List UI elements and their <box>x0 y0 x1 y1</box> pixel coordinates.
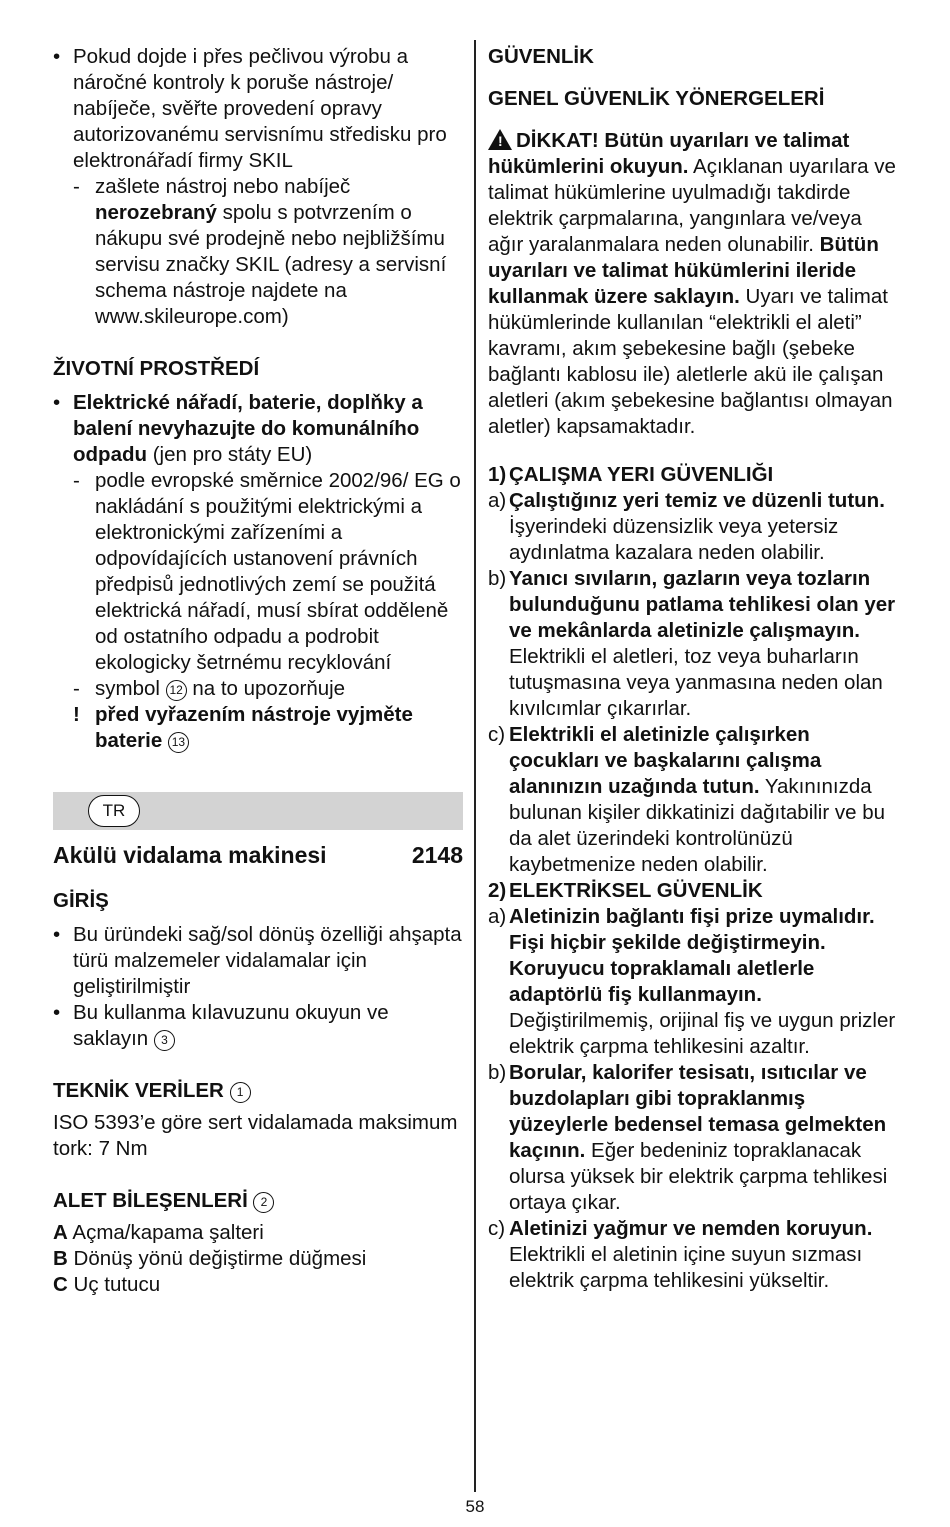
intro-bullet-2: • Bu kullanma kılavuzunu okuyun ve saklayın 3 <box>53 1001 389 1050</box>
right-column <box>488 44 898 1294</box>
warning-triangle-icon: ! <box>488 129 512 150</box>
general-safety-heading: GENEL GÜVENLİK YÖNERGELERİ <box>488 87 825 110</box>
callout-number: 3 <box>154 1030 175 1051</box>
left-column <box>53 44 463 1298</box>
product-name: Akülü vidalama makinesi <box>53 842 327 868</box>
product-code: 2148 <box>411 842 463 868</box>
section-1-heading: 1) ÇALIŞMA YERI GÜVENLIĞI <box>488 463 774 486</box>
part-item: B Dönüş yönü değiştirme düğmesi <box>53 1247 367 1270</box>
product-title <box>53 840 463 870</box>
language-bar <box>53 792 463 830</box>
environment-dash-2: - symbol 12 na to upozorňuje <box>73 677 346 700</box>
service-dash-item: - zašlete nástroj nebo nabíječ nerozebraný spolu s potvrzením o nákupu své prodejně nebo nejbližšímu servisu značky SKIL (adresy a servisní schema nástroje najdete na www.skileurope.com) <box>73 175 447 328</box>
section-2-item-b: b) Borular, kalorifer tesisatı, ısıtıcılar ve buzdolapları gibi topraklanmış yüzeylerle bedensel temasa gelmekten kaçının. Eğer bedeniniz topraklanacak olursa yüksek bir elektrik çarpma tehlikesi ortaya çıkar. <box>488 1061 888 1214</box>
section-1-item-a: a) Çalıştığınız yeri temiz ve düzenli tutun. İşyerindeki düzensizlik veya yetersiz aydınlatma kazalara neden olabilir. <box>488 489 885 564</box>
callout-number: 12 <box>166 680 187 701</box>
safety-heading: GÜVENLİK <box>488 45 594 68</box>
column-divider <box>474 40 476 1492</box>
environment-dash-1: - podle evropské směrnice 2002/96/ EG o nakládání s použitými elektrickými a elektronickými zařízeními a odpovídajících ustanovení právních předpisů jednotlivých zemí se použitá elektrická nářadí, musí sbírat odděleně od ostatního odpadu a podrobit ekologicky šetrnému recyklování <box>73 469 461 674</box>
part-item: A Açma/kapama şalteri <box>53 1221 264 1244</box>
intro-bullet-1: • Bu üründeki sağ/sol dönüş özelliği ahşapta türü malzemeler vidalamalar için geliştirilmiştir <box>53 923 462 998</box>
section-2-item-c: c) Aletinizi yağmur ve nemden koruyun. Elektrikli el aletinin içine suyun sızması elektrik çarpma tehlikesini yükseltir. <box>488 1217 873 1292</box>
callout-number: 1 <box>230 1082 251 1103</box>
language-badge: TR <box>88 795 140 827</box>
page-number: 58 <box>465 1497 485 1516</box>
service-bullet: • Pokud dojde i přes pečlivou výrobu a náročné kontroly k poruše nástroje/ nabíječe, svěřte provedení opravy autorizovanému servisnímu středisku pro elektronářadí firmy SKIL <box>53 45 447 172</box>
callout-number: 13 <box>168 732 189 753</box>
environment-warning: ! před vyřazením nástroje vyjměte baterie 13 <box>73 703 413 752</box>
environment-heading: ŽIVOTNÍ PROSTŘEDÍ <box>53 357 260 380</box>
part-item: C Uç tutucu <box>53 1273 161 1296</box>
tech-heading: TEKNİK VERİLER 1 <box>53 1078 463 1104</box>
section-2-item-a: a) Aletinizin bağlantı fişi prize uymalıdır. Fişi hiçbir şekilde değiştirmeyin. Koruyucu topraklamalı aletlerle adaptörlü fiş kullanmayın. Değiştirilmemiş, orijinal fiş ve uygun prizler elektrik çarpma tehlikesini azaltır. <box>488 905 896 1058</box>
intro-heading: GİRİŞ <box>53 889 109 912</box>
parts-heading: ALET BİLEŞENLERİ 2 <box>53 1188 463 1214</box>
section-2-heading: 2) ELEKTRİKSEL GÜVENLİK <box>488 879 763 902</box>
tech-text: ISO 5393’e göre sert vidalamada maksimum tork: 7 Nm <box>53 1111 458 1160</box>
section-1-item-c: c) Elektrikli el aletinizle çalışırken çocukları ve başkalarını çalışma alanınızın uzağında tutun. Yakınınızda bulunan kişiler dikkatinizi dağıtabilir ve bu da alet üzerindeki kontrolünüzü kaybetmenize neden olabilir. <box>488 723 886 876</box>
environment-bullet: • Elektrické nářadí, baterie, doplňky a balení nevyhazujte do komunálního odpadu (jen pro státy EU) <box>53 391 423 466</box>
warning-paragraph: ! DİKKAT! Bütün uyarıları ve talimat hükümlerini okuyun. Açıklanan uyarılara ve talimat hükümlerine uyulmadığı takdirde elektrik çarpmalarına, yangınlara ve/veya ağır yaralanmalara neden olunabilir. Bütün uyarıları ve talimat hükümlerini ileride kullanmak üzere saklayın. Uyarı ve talimat hükümlerinde kullanılan “elektrikli el aleti” kavramı, akım şebekesine bağlı (şebeke bağlantı kablosu ile) aletlerle akü ile çalışan aletleri (akım şebekesine bağlantısı olmayan aletler) kapsamaktadır. <box>488 129 896 438</box>
section-1-item-b: b) Yanıcı sıvıların, gazların veya tozların bulunduğunu patlama tehlikesi olan yer ve mekânlarda aletinizle çalışmayın. Elektrikli el aletleri, toz veya buharların tutuşmasına veya yanmasına neden olan kıvılcımlar çıkarırlar. <box>488 567 896 720</box>
callout-number: 2 <box>253 1192 274 1213</box>
